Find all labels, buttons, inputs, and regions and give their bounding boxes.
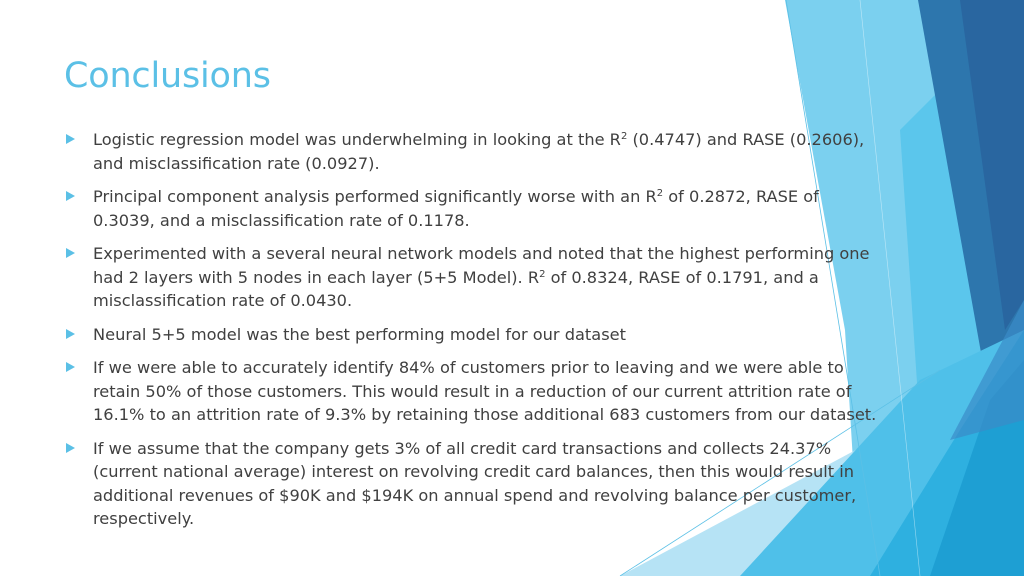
superscript: 2 (656, 188, 664, 199)
bullet-pca (64, 185, 884, 232)
bullet-text: Experimented with a several neural network models and noted that the highest performing one had 2 layers with 5 nodes in each layer (5+5 Model). R (93, 244, 870, 287)
bullet-arrow-icon (66, 134, 75, 144)
superscript: 2 (620, 131, 628, 142)
bullet-arrow-icon (66, 329, 75, 339)
bullet-best-model (64, 323, 884, 347)
bullet-text-cont: of 0.2872, RASE of 0.3039, and a misclassification rate of 0.1178. (93, 187, 819, 230)
slide-title: Conclusions (64, 56, 271, 96)
bullet-text: If we were able to accurately identify 84% of customers prior to leaving and we were able to retain 50% of those customers. This would result in a reduction of our current attrition rate of 16.1% to an attrition rate of 9.3% by retaining those additional 683 customers from our dataset. (93, 358, 877, 424)
bullet-text: If we assume that the company gets 3% of all credit card transactions and collects 24.37% (current national average) interest on revolving credit card balances, then this would result in additional revenues of $90K and $194K on annual spend and revolving balance per customer, respectively. (93, 438, 857, 528)
bullet-arrow-icon (66, 191, 75, 201)
superscript: 2 (539, 268, 546, 280)
bullet-text: Principal component analysis performed significantly worse with an R (93, 187, 657, 206)
bullet-logistic-regression (64, 128, 884, 175)
bullet-arrow-icon (66, 362, 75, 372)
bullet-arrow-icon (66, 443, 75, 453)
bullet-text-cont: (0.4747) and RASE (0.2606), and misclassification rate (0.0927). (93, 130, 865, 173)
bullet-attrition (64, 356, 884, 427)
bullet-revenue (64, 437, 884, 531)
bullet-list (64, 128, 884, 541)
bullet-text: Logistic regression model was underwhelming in looking at the R (93, 130, 621, 149)
bullet-text-cont: of 0.8324, RASE of 0.1791, and a misclassification rate of 0.0430. (93, 267, 819, 310)
bullet-arrow-icon (66, 248, 75, 258)
bullet-text: Neural 5+5 model was the best performing model for our dataset (93, 324, 626, 344)
bullet-neural-network (64, 242, 884, 313)
